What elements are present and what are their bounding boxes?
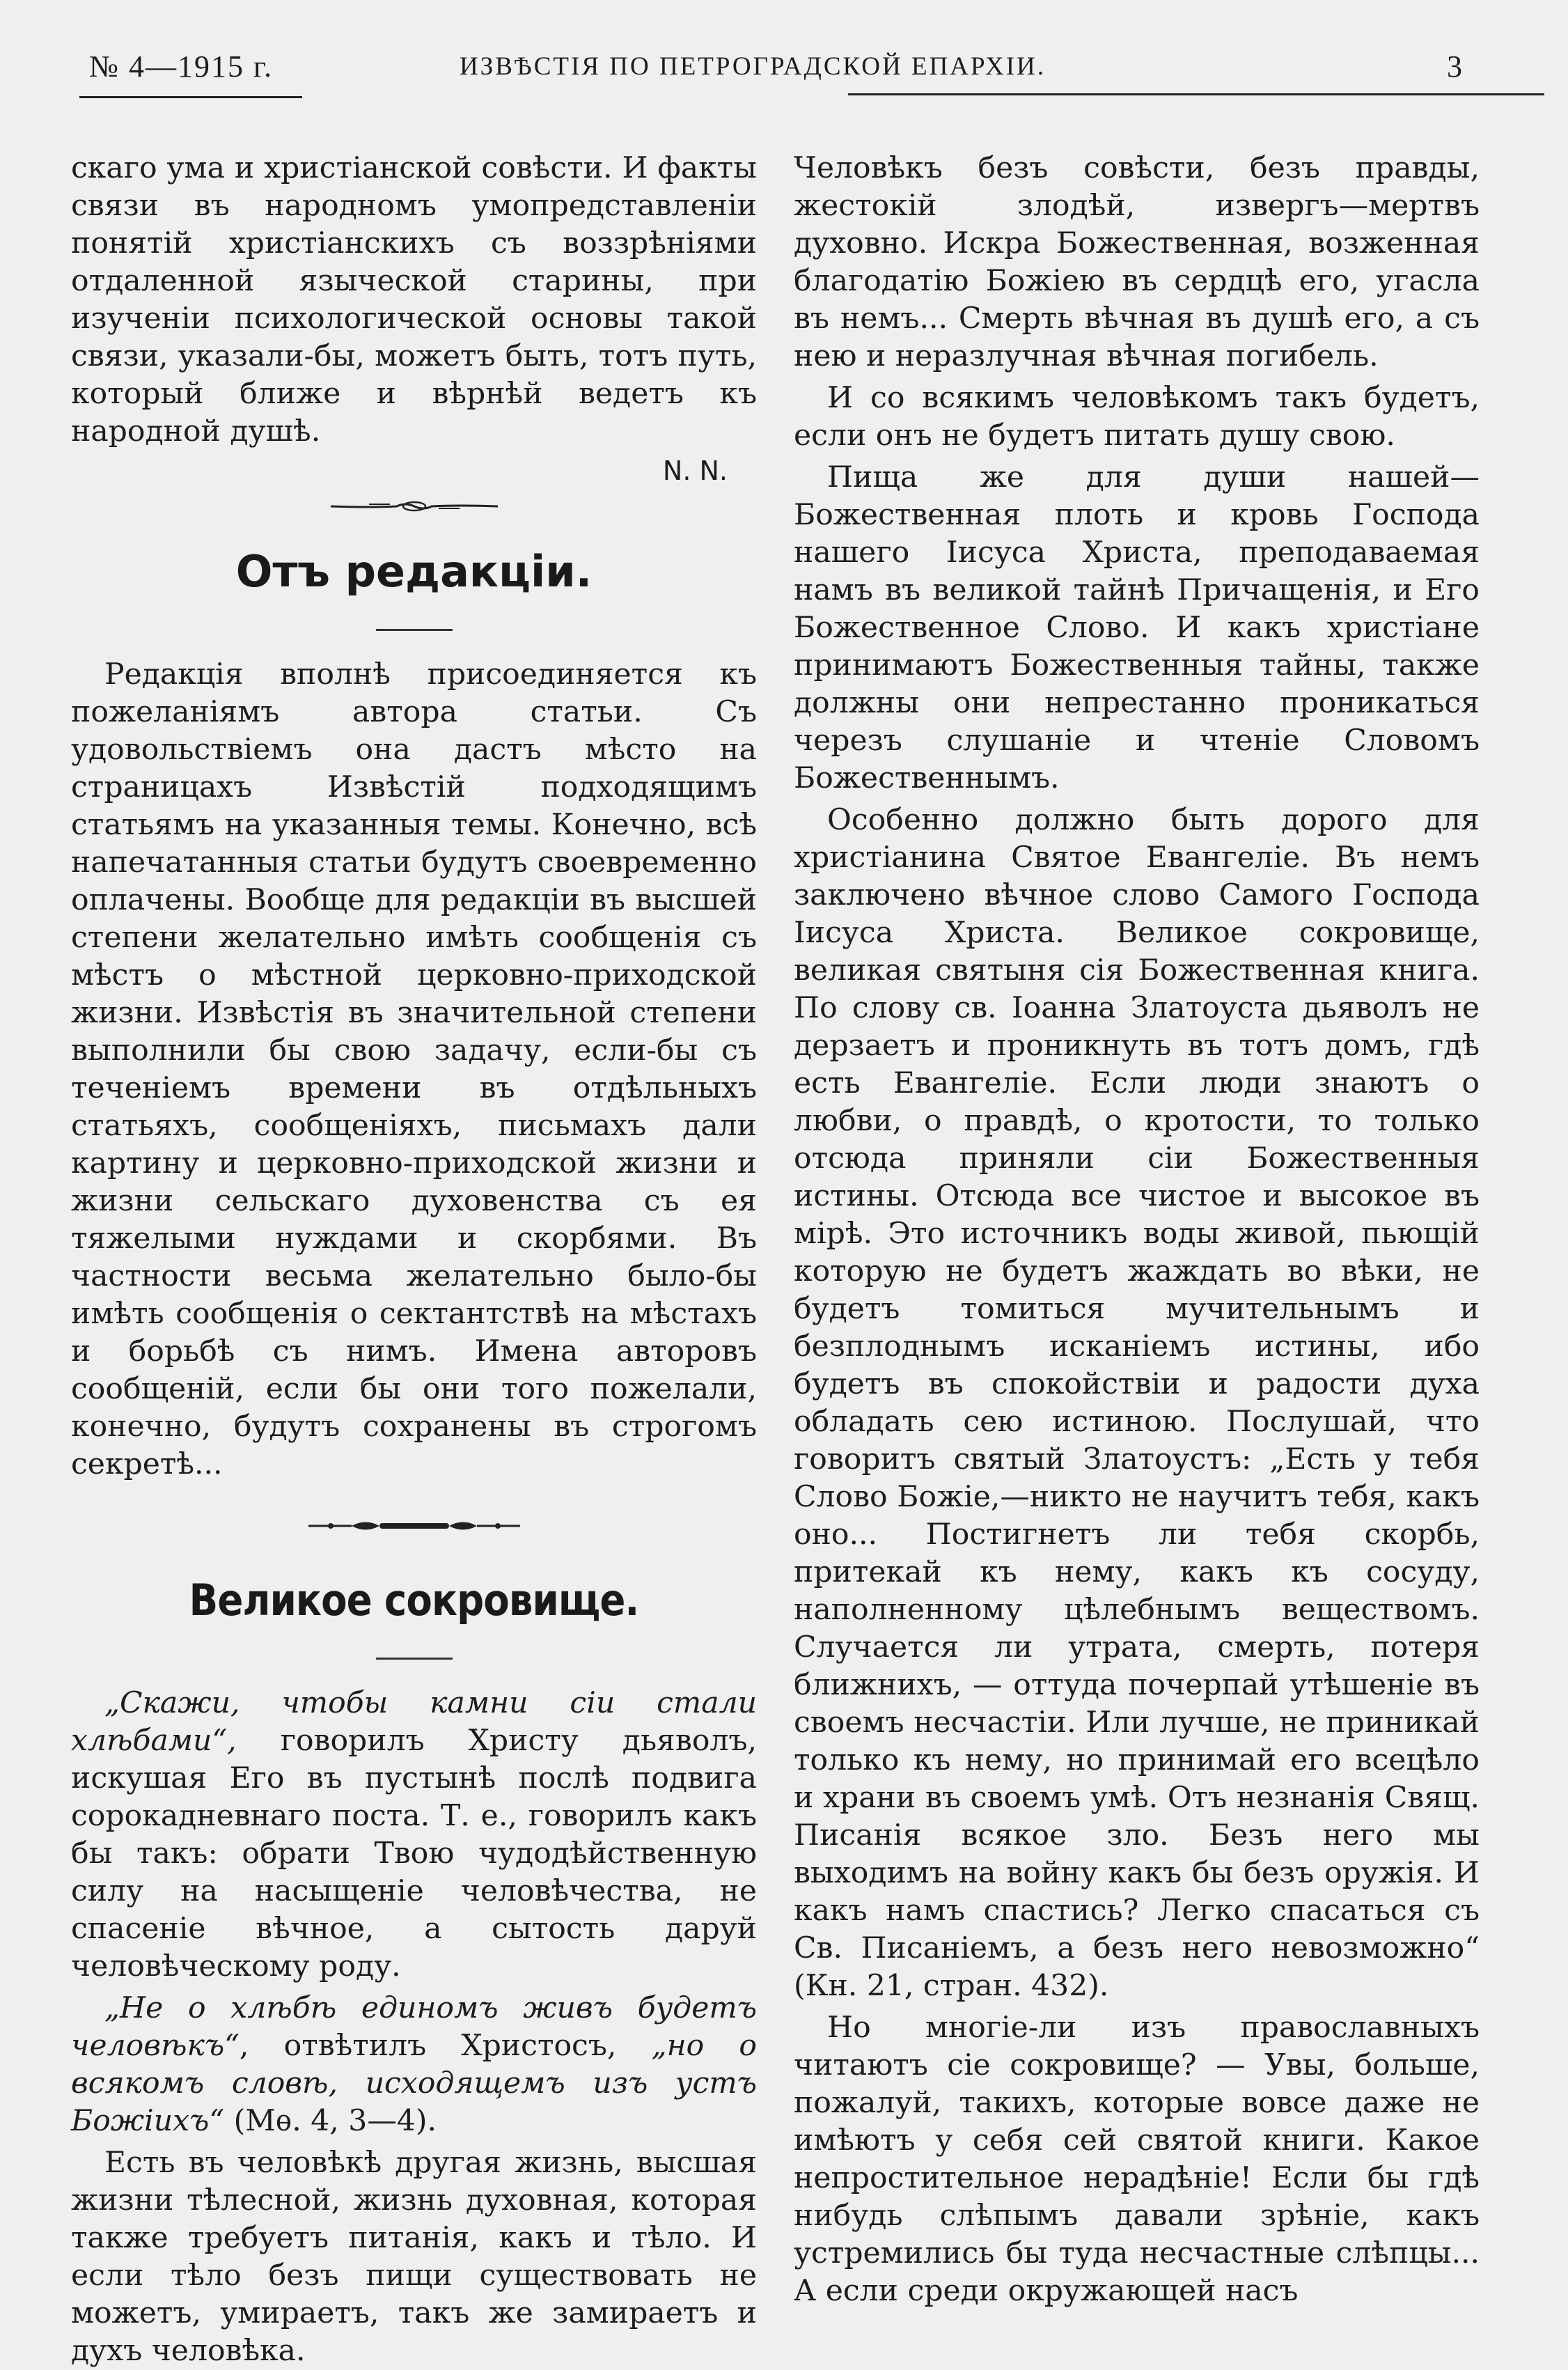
scripture-quote-2: „но о всякомъ словѣ, исходящемъ изъ устъ Божіихъ“ [71,2029,757,2138]
ornament-divider-icon [303,1515,526,1536]
author-signature: N. N. [662,455,728,486]
temptation-quote: „Скажи, чтобы камни сіи стали хлѣбами“, [71,1686,757,1758]
editorial-heading: Отъ редакціи. [235,546,593,597]
left-column [71,150,757,2370]
right-paragraph-3: Пища же для души нашей—Божественная плоть и кровь Господа нашего Іисуса Христа, преподаваемая намъ въ великой тайнѣ Причащенія, и Его Божественное Слово. И какъ христіане принимаютъ Божественныя тайны, также должны они непрестанно проникаться черезъ слушаніе и чтеніе Словомъ Божественнымъ. [794,460,1480,795]
scripture-reference: (Мѳ. 4, 3—4). [224,2104,437,2138]
article-paragraph-3: Есть въ человѣкѣ другая жизнь, высшая жизни тѣлесной, жизнь духовная, которая также требуетъ питанія, какъ и тѣло. И если тѣло безъ пищи существовать не можетъ, умираетъ, такъ же замираетъ и духъ человѣка. [71,2146,757,2368]
flourish-divider-icon [327,497,501,516]
article-paragraph-1 [71,1685,757,1986]
article-heading: Великое сокровище. [189,1575,639,1626]
editorial-paragraph: Редакція вполнѣ присоединяется къ пожеланіямъ автора статьи. Съ удовольствіемъ она дастъ мѣсто на страницахъ Извѣстій подходящимъ статьямъ на указанныя темы. Конечно, всѣ напечатанныя статьи будутъ своевременно оплачены. Вообще для редакціи въ высшей степени желательно имѣть сообщенія съ мѣстъ о мѣстной церковно-приходской жизни. Извѣстія въ значительной степени выполнили бы свою задачу, если-бы съ теченіемъ времени въ отдѣльныхъ статьяхъ, сообщеніяхъ, письмахъ дали картину и церковно-приходской жизни и жизни сельскаго духовенства съ ея тяжелыми нуждами и скорбями. Въ частности весьма желательно было-бы имѣть сообщенія о сектантствѣ на мѣстахъ и борьбѣ съ нимъ. Имена авторовъ сообщеній, если бы они того пожелали, конечно, будутъ сохранены въ строгомъ секретѣ... [71,657,757,1481]
scripture-connector: , отвѣтилъ Христосъ, [239,2029,652,2063]
right-paragraph-5: Но многіе-ли изъ православныхъ читаютъ сіе сокровище? — Увы, больше, пожалуй, такихъ, которые вовсе даже не имѣютъ у себя сей святой книги. Какое непростительное нерадѣніе! Если бы гдѣ нибудь слѣпымъ давали зрѣніе, какъ устремились бы туда несчастные слѣпцы... А если среди окружающей насъ [794,2011,1480,2308]
header-rule-left [79,96,302,98]
scripture-quote-1: „Не о хлѣбѣ единомъ живъ будетъ человѣкъ“ [71,1991,757,2063]
article-paragraph-2 [71,1990,757,2140]
article-heading-rule [376,1658,453,1660]
running-header [75,43,1475,99]
journal-title: ИЗВѢСТІЯ ПО ПЕТРОГРАДСКОЙ ЕПАРХІИ. [460,52,1046,81]
article-paragraph-1-text: говорилъ Христу дьяволъ, искушая Его въ пустынѣ послѣ подвига сорокадневнаго поста. Т. е., говорилъ какъ бы такъ: обрати Твою чудодѣйственную силу на насыщеніе человѣчества, не спасеніе вѣчное, а сытость даруй человѣческому роду. [71,1724,757,1983]
right-paragraph-4: Особенно должно быть дорого для христіанина Святое Евангеліе. Въ немъ заключено вѣчное слово Самого Господа Іисуса Христа. Великое сокровище, великая святыня сія Божественная книга. По слову св. Іоанна Златоуста дьяволъ не дерзаетъ и проникнуть въ тотъ домъ, гдѣ есть Евангеліе. Если люди знаютъ о любви, о правдѣ, о кротости, то только отсюда приняли сіи Божественныя истины. Отсюда все чистое и высокое въ мірѣ. Это источникъ воды живой, пьющій которую не будетъ жаждать во вѣки, не будетъ томиться мучительнымъ и безплоднымъ исканіемъ истины, ибо будетъ въ спокойствіи и радости духа обладать сею истиною. Послушай, что говоритъ святый Златоустъ: „Есть у тебя Слово Божіе,—никто не научитъ тебя, какъ оно... Постигнетъ ли тебя скорбь, притекай къ нему, какъ къ сосуду, наполненному цѣлебнымъ веществомъ. Случается ли утрата, смерть, потеря ближнихъ, — оттуда почерпай утѣшеніе въ своемъ несчастіи. Или лучше, не приникай только къ нему, но принимай его всецѣло и храни въ своемъ умѣ. Отъ незнанія Свящ. Писанія всякое зло. Безъ него мы выходимъ на войну какъ бы безъ оружія. И какъ намъ спастись? Легко спасаться съ Св. Писаніемъ, а безъ него невозможно“ (Кн. 21, стран. 432). [794,803,1480,2003]
right-paragraph-2: И со всякимъ человѣкомъ такъ будетъ, если онъ не будетъ питать душу свою. [794,381,1480,453]
right-column [794,150,1480,2310]
continuation-paragraph: скаго ума и христіанской совѣсти. И факты связи въ народномъ умопредставленіи понятій христіанскихъ съ воззрѣніями отдаленной языческой старины, при изученіи психологической основы такой связи, указали-бы, можетъ быть, тотъ путь, который ближе и вѣрнѣй ведетъ къ народной душѣ. [71,151,757,449]
header-rule-right [848,93,1544,95]
page-number: 3 [1447,49,1464,84]
right-paragraph-1: Человѣкъ безъ совѣсти, безъ правды, жестокій злодѣй, извергъ—мертвъ духовно. Искра Божественная, возженная благодатію Божіею въ сердцѣ его, угасла въ немъ... Смерть вѣчная въ душѣ его, а съ нею и неразлучная вѣчная погибель. [794,151,1480,373]
heading-rule [376,629,453,631]
issue-number: № 4—1915 г. [89,49,274,84]
